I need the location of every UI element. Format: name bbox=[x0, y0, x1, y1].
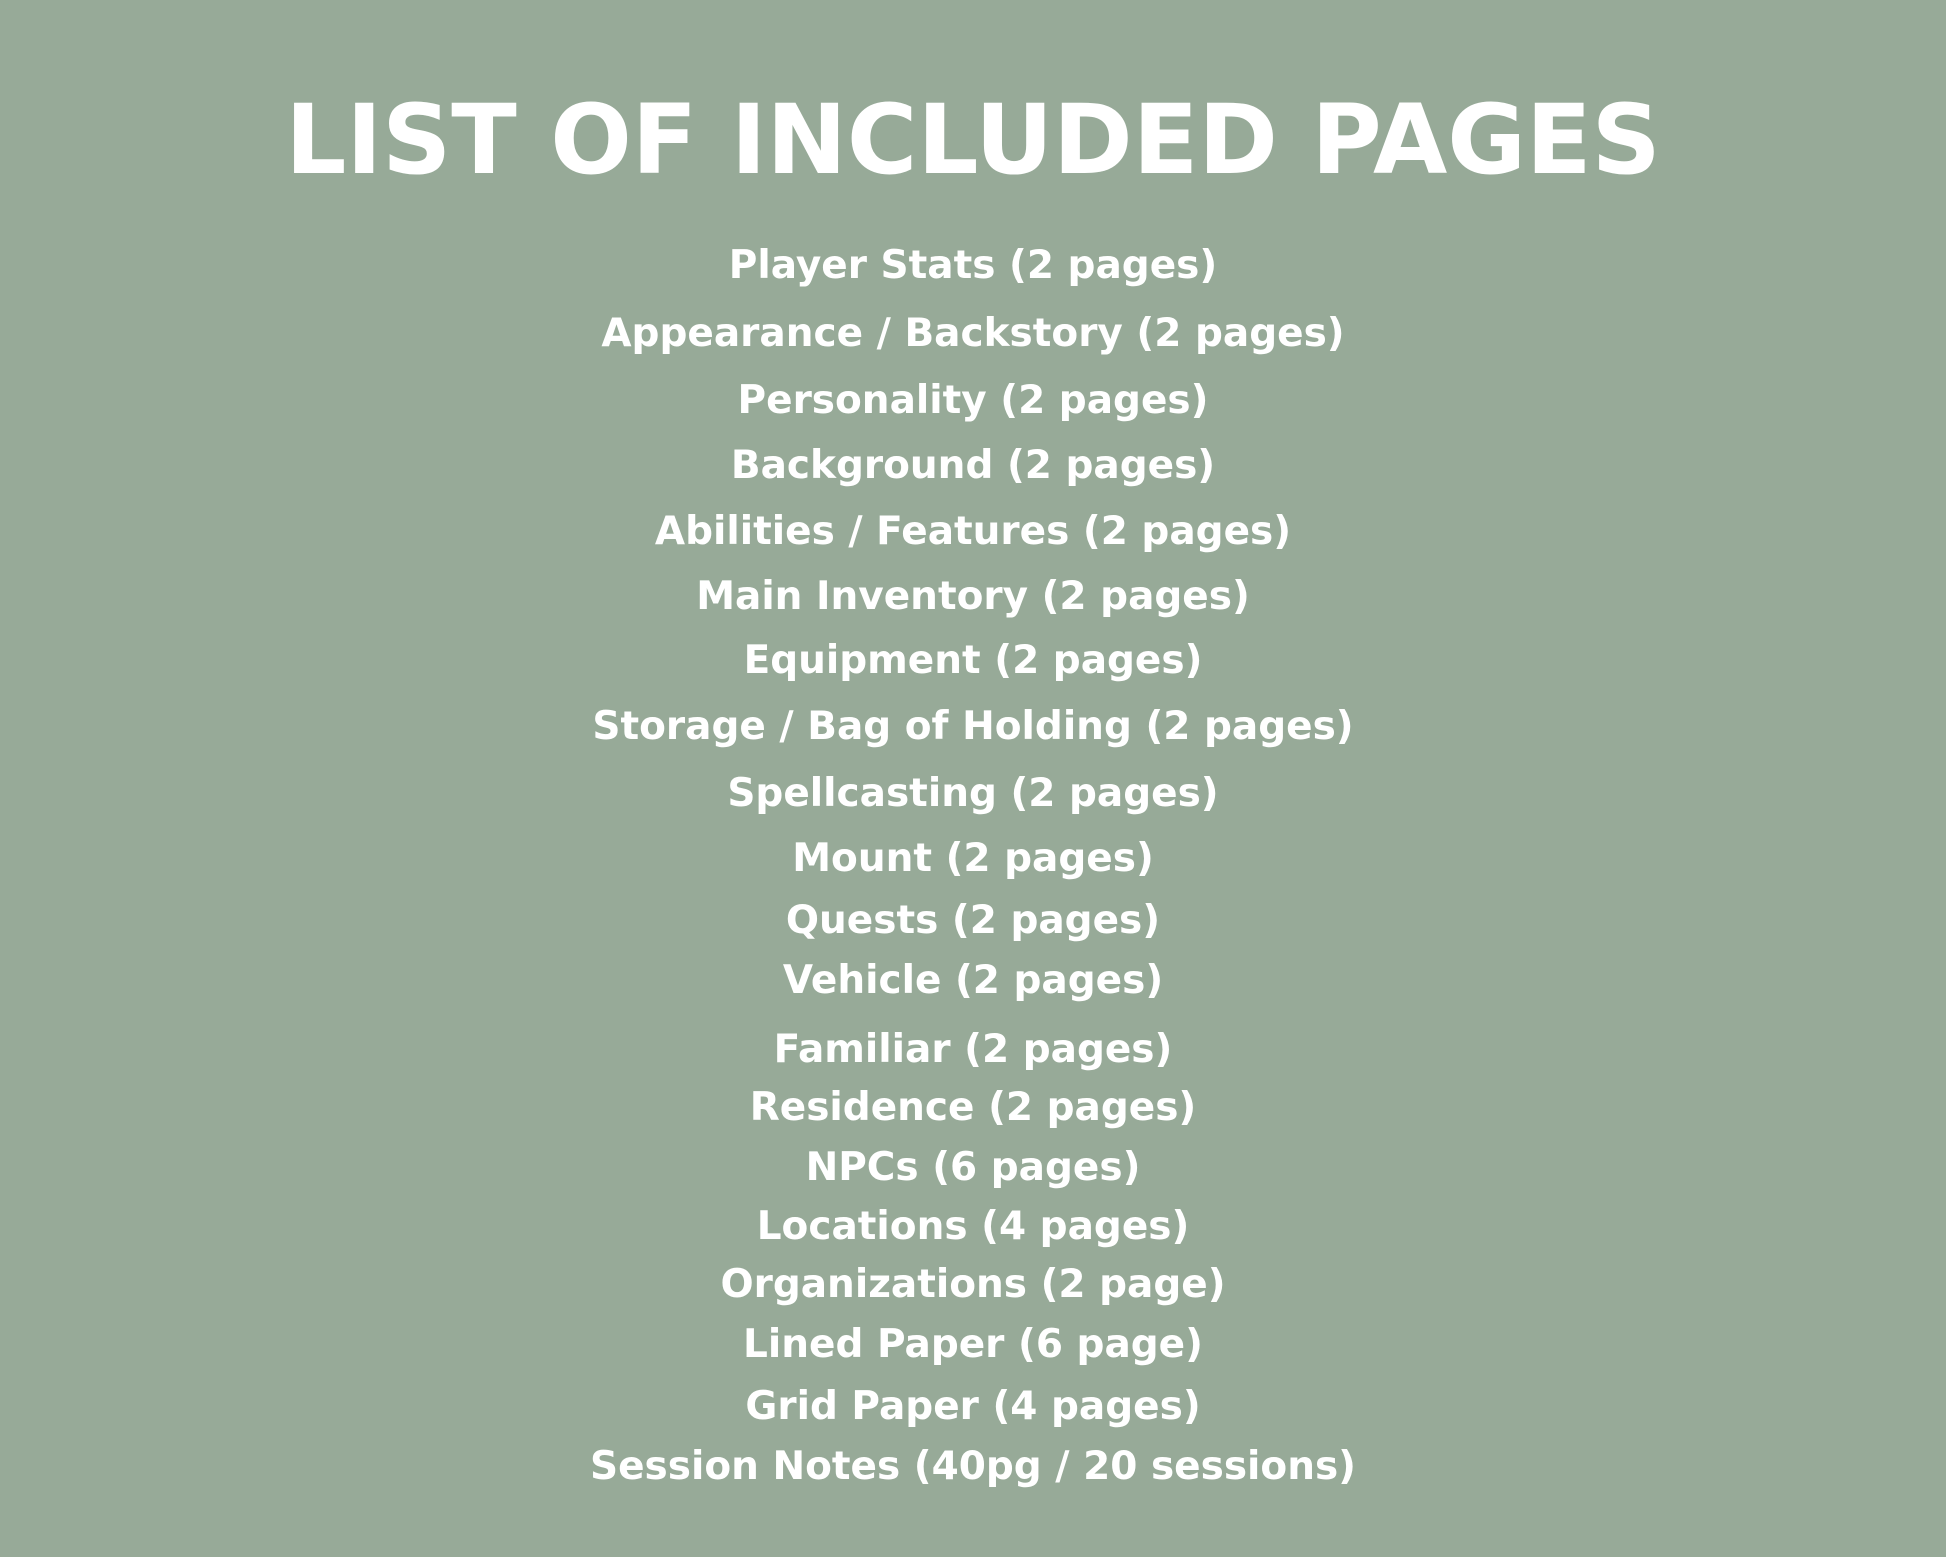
list-item: Vehicle (2 pages) bbox=[782, 958, 1164, 1003]
list-item: Appearance / Backstory (2 pages) bbox=[601, 311, 1345, 356]
list-item: Storage / Bag of Holding (2 pages) bbox=[592, 704, 1354, 749]
list-item: Locations (4 pages) bbox=[756, 1204, 1190, 1249]
list-item: Main Inventory (2 pages) bbox=[696, 574, 1250, 619]
list-item: Player Stats (2 pages) bbox=[728, 243, 1218, 288]
list-item: Spellcasting (2 pages) bbox=[727, 771, 1219, 816]
list-item: Organizations (2 page) bbox=[720, 1262, 1226, 1307]
list-item: Quests (2 pages) bbox=[785, 898, 1161, 943]
page-title: LIST OF INCLUDED PAGES bbox=[285, 84, 1661, 196]
list-item: Abilities / Features (2 pages) bbox=[654, 509, 1292, 554]
list-item: Familiar (2 pages) bbox=[773, 1027, 1173, 1072]
list-item: Residence (2 pages) bbox=[749, 1085, 1197, 1130]
list-item: Equipment (2 pages) bbox=[743, 638, 1203, 683]
list-item: Personality (2 pages) bbox=[737, 378, 1209, 423]
list-item: Session Notes (40pg / 20 sessions) bbox=[589, 1444, 1357, 1489]
list-item: Background (2 pages) bbox=[730, 443, 1216, 488]
list-item: Grid Paper (4 pages) bbox=[745, 1384, 1201, 1429]
list-item: Lined Paper (6 page) bbox=[743, 1322, 1203, 1367]
list-item: NPCs (6 pages) bbox=[805, 1145, 1141, 1190]
list-item: Mount (2 pages) bbox=[792, 836, 1154, 881]
